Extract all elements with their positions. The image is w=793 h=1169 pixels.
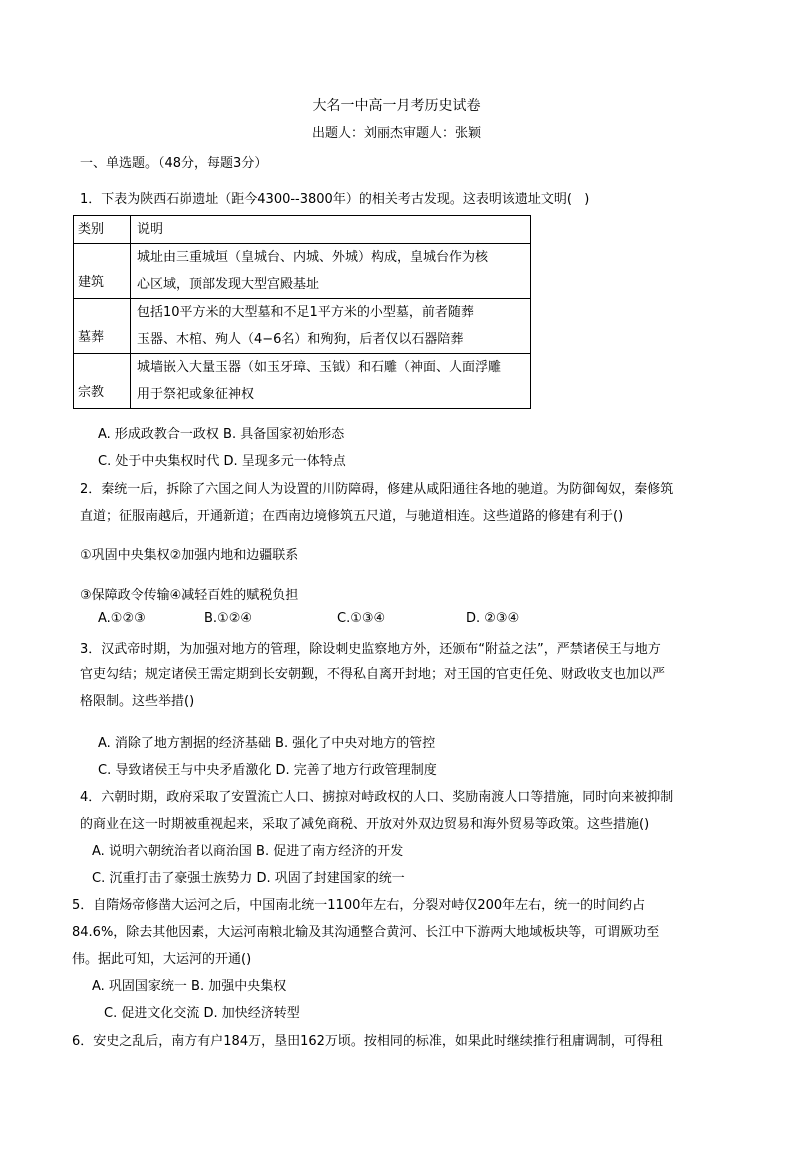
question-2-option-a: A.①②③: [98, 611, 146, 626]
question-1-options-ab: A. 形成政教合一政权 B. 具备国家初始形态: [98, 427, 345, 442]
question-4-line: 的商业在这一时期被重视起来，采取了减免商税、开放对外双边贸易和海外贸易等政策。这些措施(): [80, 817, 650, 832]
question-4-options-ab: A. 说明六朝统治者以商治国 B. 促进了南方经济的开发: [92, 844, 404, 859]
table-cell-description: [131, 299, 531, 354]
table-cell-category: 建筑: [74, 244, 131, 299]
question-1-stem: 1．下表为陕西石峁遗址（距今4300--3800年）的相关考古发现。这表明该遗址文明( ): [80, 192, 590, 207]
page-title: 大名一中高一月考历史试卷: [312, 98, 481, 114]
question-2-item: ③保障政令传输④减轻百姓的赋税负担: [80, 588, 299, 603]
table-cell-description: [131, 354, 531, 409]
table-row: [74, 354, 531, 409]
question-2-option-d: D. ②③④: [466, 611, 520, 626]
question-3-options-cd: C. 导致诸侯王与中央矛盾激化 D. 完善了地方行政管理制度: [98, 763, 437, 778]
table-row: [74, 299, 531, 354]
question-3-line: 3．汉武帝时期，为加强对地方的管理，除设刺史监察地方外，还颁布“附益之法”，严禁诸侯王与地方: [80, 642, 661, 657]
table-cell-description: [131, 244, 531, 299]
question-2-line: 2．秦统一后，拆除了六国之间人为设置的川防障碍，修建从咸阳通往各地的驰道。为防御匈奴，秦修筑: [80, 482, 674, 497]
table-cell-category: 墓葬: [74, 299, 131, 354]
exam-authors: 出题人：刘丽杰审题人：张颖: [311, 126, 481, 141]
question-3-options-ab: A. 消除了地方割据的经济基础 B. 强化了中央对地方的管控: [98, 736, 436, 751]
question-3-line: 格限制。这些举措(): [80, 694, 195, 709]
question-4-options-cd: C. 沉重打击了豪强士族势力 D. 巩固了封建国家的统一: [92, 871, 405, 886]
table-cell-category: 宗教: [74, 354, 131, 409]
question-5-line: 5．自隋炀帝修凿大运河之后，中国南北统一1100年左右，分裂对峙仅200年左右，统一的时间约占: [72, 898, 646, 913]
question-5-options-cd: C. 促进文化交流 D. 加快经济转型: [104, 1006, 300, 1021]
question-2-option-b: B.①②④: [204, 611, 253, 626]
question-2-option-c: C.①③④: [337, 611, 386, 626]
question-4-line: 4．六朝时期，政府采取了安置流亡人口、掳掠对峙政权的人口、奖励南渡人口等措施，同时向来被抑制: [80, 790, 674, 805]
question-5-line: 伟。据此可知，大运河的开通(): [72, 952, 252, 967]
table-cell-line: 包括10平方米的大型墓和不足1平方米的小型墓，前者随葬: [137, 305, 474, 320]
question-2-line: 直道；征服南越后，开通新道；在西南边境修筑五尺道，与驰道相连。这些道路的修建有利于(): [80, 509, 624, 524]
section-heading: 一、单选题。（48分，每题3分）: [80, 156, 268, 171]
table-header-description: 说明: [131, 216, 531, 244]
table-cell-line: 用于祭祀或象征神权: [137, 387, 255, 402]
table-row: [74, 244, 531, 299]
table-cell-line: 城址由三重城垣（皇城台、内城、外城）构成，皇城台作为核: [137, 250, 489, 265]
question-6-line: 6．安史之乱后，南方有户184万，垦田162万顷。按相同的标准，如果此时继续推行租庸调制，可得租: [72, 1034, 663, 1049]
question-2-item: ①巩固中央集权②加强内地和边疆联系: [80, 548, 299, 563]
table-cell-line: 心区域，顶部发现大型宫殿基址: [137, 277, 320, 292]
question-3-line: 官吏勾结；规定诸侯王需定期到长安朝觐，不得私自离开封地；对王国的官吏任免、财政收支也加以严: [80, 667, 666, 682]
question-5-options-ab: A. 巩固国家统一 B. 加强中央集权: [92, 979, 287, 994]
table-header-category: 类别: [74, 216, 131, 244]
question-5-line: 84.6%，除去其他因素，大运河南粮北输及其沟通整合黄河、长江中下游两大地域板块等，可谓厥功至: [72, 925, 660, 940]
question-1-table: [73, 215, 531, 409]
question-1-options-cd: C. 处于中央集权时代 D. 呈现多元一体特点: [98, 454, 346, 469]
table-cell-line: 玉器、木棺、殉人（4−6名）和殉狗，后者仅以石器陪葬: [137, 332, 464, 347]
table-header-row: [74, 216, 531, 244]
table-cell-line: 城墙嵌入大量玉器（如玉牙璋、玉钺）和石雕（神面、人面浮雕: [137, 360, 502, 375]
